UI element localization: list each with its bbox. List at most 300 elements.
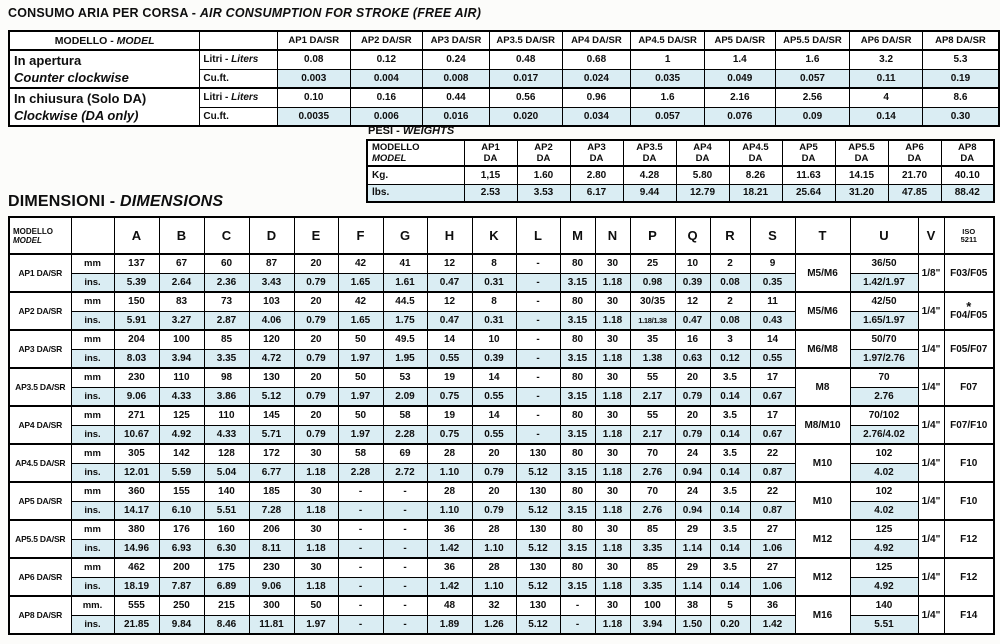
model-column-header: AP5.5 DA/SR	[775, 31, 850, 50]
u-value-ins: 4.02	[850, 463, 918, 482]
dimension-value-ins: 0.67	[750, 387, 795, 406]
unit-label: ins.	[71, 577, 114, 596]
dimension-value-mm: 10	[472, 330, 516, 349]
dimension-value-mm: -	[516, 254, 560, 273]
dimension-value-ins: 0.79	[472, 463, 516, 482]
dimension-value-mm: 142	[159, 444, 204, 463]
value-cell: 14.15	[835, 166, 888, 184]
dimension-value-mm: -	[383, 520, 427, 539]
dimension-value-mm: 200	[159, 558, 204, 577]
model-column-header: AP5 DA/SR	[704, 31, 775, 50]
dimension-value-ins: 3.27	[159, 311, 204, 330]
value-cell: 1.60	[517, 166, 570, 184]
dimension-value-ins: 0.63	[675, 349, 710, 368]
dimension-value-mm: 44.5	[383, 292, 427, 311]
dimension-value-ins: 2.28	[338, 463, 383, 482]
iso-flange-cell: F05/F07	[944, 330, 994, 368]
dimension-value-mm: -	[383, 596, 427, 615]
value-cell: 1.6	[775, 50, 850, 69]
u-value-mm: 42/50	[850, 292, 918, 311]
dimension-value-ins: 1.18	[595, 539, 630, 558]
dimension-value-ins: -	[516, 425, 560, 444]
iso-header-line2: 5211	[960, 234, 977, 244]
dimension-value-ins: 3.15	[560, 539, 595, 558]
weights-title-en: WEIGHTS	[402, 125, 455, 137]
u-value-mm: 140	[850, 596, 918, 615]
dimension-value-ins: 1.42	[750, 615, 795, 634]
model-type: DA	[907, 153, 922, 164]
model-type: DA	[483, 153, 498, 164]
dimension-value-ins: -	[338, 615, 383, 634]
unit-label: ins.	[71, 463, 114, 482]
model-row-mm	[9, 292, 994, 311]
dimension-value-mm: 103	[249, 292, 294, 311]
dimension-value-ins: 0.47	[427, 311, 472, 330]
dimension-value-ins: 9.84	[159, 615, 204, 634]
dimension-value-mm: 145	[249, 406, 294, 425]
dimension-value-ins: 1.26	[472, 615, 516, 634]
dimension-value-ins: 1.10	[427, 501, 472, 520]
dimension-value-ins: 8.11	[249, 539, 294, 558]
model-column-header	[941, 140, 994, 166]
dimension-value-ins: 3.15	[560, 349, 595, 368]
dimension-value-ins: 5.71	[249, 425, 294, 444]
dimension-value-mm: 20	[472, 482, 516, 501]
dimension-value-mm: 140	[204, 482, 249, 501]
air-connection-cell: 1/4"	[918, 558, 944, 596]
corner-header	[367, 140, 464, 166]
u-value-mm: 102	[850, 482, 918, 501]
model-label: AP3.5 DA/SR	[9, 368, 71, 406]
dimension-value-ins: 6.30	[204, 539, 249, 558]
unit-label	[200, 50, 278, 69]
dimension-value-mm: 5	[710, 596, 750, 615]
dimension-value-ins: 1.42	[427, 539, 472, 558]
dimension-value-ins: 0.87	[750, 501, 795, 520]
dimension-value-mm: 230	[249, 558, 294, 577]
unit-label: mm	[71, 520, 114, 539]
unit-label: ins.	[71, 425, 114, 444]
iso-flange-cell: F03/F05	[944, 254, 994, 292]
air-connection-cell: 1/4"	[918, 444, 944, 482]
dimension-value-mm: -	[516, 368, 560, 387]
value-cell: 4	[850, 88, 923, 107]
thread-size-cell: M5/M6	[795, 292, 850, 330]
dimension-value-mm: 28	[472, 520, 516, 539]
value-cell: 0.020	[489, 107, 562, 126]
dimension-value-ins: 1.14	[675, 539, 710, 558]
dimension-value-mm: 67	[159, 254, 204, 273]
dimension-value-ins: 2.28	[383, 425, 427, 444]
dimension-value-ins: 0.55	[427, 349, 472, 368]
dimension-value-mm: 206	[249, 520, 294, 539]
dimension-value-ins: 3.35	[630, 577, 675, 596]
dimension-value-ins: 5.12	[516, 539, 560, 558]
dimension-value-ins: 2.87	[204, 311, 249, 330]
dimension-value-ins: 0.47	[675, 311, 710, 330]
dimension-value-ins: 5.91	[114, 311, 159, 330]
value-cell: 40.10	[941, 166, 994, 184]
dimension-value-mm: 58	[383, 406, 427, 425]
dimension-value-mm: 8	[472, 254, 516, 273]
model-column-header: AP1 DA/SR	[277, 31, 350, 50]
u-value-ins: 1.97/2.76	[850, 349, 918, 368]
u-value-ins: 2.76	[850, 387, 918, 406]
dimension-value-ins: -	[516, 387, 560, 406]
dimension-value-mm: 73	[204, 292, 249, 311]
dimension-value-mm: 22	[750, 444, 795, 463]
iso-flange-cell: F12	[944, 520, 994, 558]
dimension-value-ins: 5.51	[204, 501, 249, 520]
dimension-value-ins: 5.12	[516, 501, 560, 520]
dimension-value-mm: 2	[710, 254, 750, 273]
dimension-value-ins: 1.18/1.38	[630, 311, 675, 330]
value-cell: 0.11	[850, 69, 923, 88]
dimension-value-mm: 24	[675, 444, 710, 463]
dimension-value-mm: 80	[560, 254, 595, 273]
dimension-letter-header: L	[516, 217, 560, 254]
thread-size-cell: M6/M8	[795, 330, 850, 368]
air-connection-cell: 1/4"	[918, 330, 944, 368]
dimension-value-ins: 4.33	[159, 387, 204, 406]
dimension-value-mm: 20	[294, 406, 338, 425]
air-connection-cell: 1/8"	[918, 254, 944, 292]
u-value-mm: 125	[850, 520, 918, 539]
dimension-value-ins: 0.79	[294, 349, 338, 368]
dimension-value-ins: 0.14	[710, 463, 750, 482]
dimension-value-ins: 3.15	[560, 463, 595, 482]
u-value-mm: 36/50	[850, 254, 918, 273]
dimension-value-mm: 20	[472, 444, 516, 463]
u-value-ins: 1.65/1.97	[850, 311, 918, 330]
dimension-value-mm: 110	[204, 406, 249, 425]
dimension-value-mm: 20	[294, 330, 338, 349]
unit-label: mm.	[71, 596, 114, 615]
model-column-header	[623, 140, 676, 166]
model-column-header	[676, 140, 729, 166]
dimension-value-mm: 20	[294, 292, 338, 311]
dimension-value-ins: 6.10	[159, 501, 204, 520]
dimension-value-ins: 0.14	[710, 425, 750, 444]
dimension-value-mm: 3.5	[710, 406, 750, 425]
u-value-mm: 125	[850, 558, 918, 577]
tbody	[367, 140, 994, 202]
iso-5211-header	[944, 217, 994, 254]
dimension-value-ins: -	[383, 539, 427, 558]
air-connection-cell: 1/4"	[918, 482, 944, 520]
dimension-value-ins: 1.42	[427, 577, 472, 596]
u-value-mm: 102	[850, 444, 918, 463]
dimension-value-mm: 50	[338, 368, 383, 387]
thread-size-cell: M12	[795, 520, 850, 558]
dimension-value-mm: 80	[560, 368, 595, 387]
dimension-value-mm: 55	[630, 406, 675, 425]
dimension-value-mm: 300	[249, 596, 294, 615]
dimension-value-ins: 6.93	[159, 539, 204, 558]
dimension-value-ins: 0.39	[472, 349, 516, 368]
dimension-value-ins: 1.95	[383, 349, 427, 368]
model-label: AP5 DA/SR	[9, 482, 71, 520]
dimension-letter-header: M	[560, 217, 595, 254]
tbody	[9, 217, 994, 634]
dimension-value-mm: 28	[472, 558, 516, 577]
value-cell: 25.64	[782, 184, 835, 202]
dimension-value-ins: 3.35	[630, 539, 675, 558]
value-cell: 0.96	[562, 88, 631, 107]
row-label: lbs.	[367, 184, 464, 202]
row-group-label	[9, 88, 200, 126]
dimension-value-mm: 176	[159, 520, 204, 539]
value-cell: 0.16	[350, 88, 423, 107]
dimension-value-ins: 1.18	[595, 425, 630, 444]
dimension-value-mm: 14	[472, 368, 516, 387]
unit-label: ins.	[71, 501, 114, 520]
value-cell: 18.21	[729, 184, 782, 202]
dimension-value-mm: 30	[294, 444, 338, 463]
model-type: DA	[642, 153, 657, 164]
unit-label: ins.	[71, 615, 114, 634]
unit-label: mm	[71, 368, 114, 387]
dimension-value-ins: 1.65	[338, 273, 383, 292]
weights-section	[366, 125, 995, 203]
air-consumption-table	[8, 30, 1000, 127]
model-name: AP2	[534, 142, 553, 153]
dimension-value-ins: 1.18	[595, 577, 630, 596]
dimension-value-mm: 69	[383, 444, 427, 463]
dimension-value-mm: 80	[560, 406, 595, 425]
model-type: DA	[589, 153, 604, 164]
dimension-value-mm: 3.5	[710, 444, 750, 463]
dimension-value-ins: 1.18	[595, 273, 630, 292]
weights-title	[368, 125, 995, 137]
value-cell: 88.42	[941, 184, 994, 202]
dimension-value-mm: 29	[675, 520, 710, 539]
dimension-letter-header: Q	[675, 217, 710, 254]
dimension-value-mm: 172	[249, 444, 294, 463]
dimension-value-mm: 70	[630, 482, 675, 501]
dimension-value-ins: 1.10	[472, 539, 516, 558]
dimension-value-ins: 1.18	[294, 501, 338, 520]
dimension-value-mm: 80	[560, 520, 595, 539]
dimension-letter-header: G	[383, 217, 427, 254]
dimension-value-mm: 36	[427, 558, 472, 577]
dimension-value-ins: 3.15	[560, 501, 595, 520]
dimension-value-ins: 0.14	[710, 577, 750, 596]
dimension-value-ins: 0.47	[427, 273, 472, 292]
dimension-value-ins: 3.86	[204, 387, 249, 406]
value-cell: 0.057	[775, 69, 850, 88]
value-cell: 6.17	[570, 184, 623, 202]
dimension-value-ins: 0.79	[675, 425, 710, 444]
row-group-label-it: In chiusura (Solo DA)	[14, 91, 147, 106]
value-cell: 21.70	[888, 166, 941, 184]
dimension-value-ins: 1.50	[675, 615, 710, 634]
dimension-value-ins: 0.14	[710, 539, 750, 558]
dimension-value-mm: 30	[595, 254, 630, 273]
model-row-mm	[9, 482, 994, 501]
dimension-value-mm: -	[383, 558, 427, 577]
dimension-value-mm: 30	[595, 406, 630, 425]
corner-header-en: MODEL	[116, 34, 155, 47]
dimension-value-ins: 1.97	[294, 615, 338, 634]
air-connection-cell: 1/4"	[918, 406, 944, 444]
dimension-value-ins: -	[383, 501, 427, 520]
dimension-value-ins: 1.18	[595, 501, 630, 520]
dimension-letter-header: T	[795, 217, 850, 254]
value-cell: 0.12	[350, 50, 423, 69]
dimension-letter-header: K	[472, 217, 516, 254]
unit-label-it: Litri -	[203, 54, 232, 66]
dimension-value-ins: 0.98	[630, 273, 675, 292]
dimension-value-ins: 3.15	[560, 577, 595, 596]
dimension-value-ins: 1.89	[427, 615, 472, 634]
dimension-letter-header: D	[249, 217, 294, 254]
dimension-value-mm: -	[338, 596, 383, 615]
dimension-value-ins: 0.94	[675, 463, 710, 482]
value-cell: 0.057	[631, 107, 705, 126]
model-type: DA	[536, 153, 551, 164]
dimension-value-mm: 32	[472, 596, 516, 615]
row-label: Kg.	[367, 166, 464, 184]
model-row-mm	[9, 330, 994, 349]
unit-label: ins.	[71, 387, 114, 406]
dimension-value-mm: 22	[750, 482, 795, 501]
dimension-value-mm: 14	[472, 406, 516, 425]
thread-size-cell: M16	[795, 596, 850, 634]
dimension-value-ins: 5.12	[516, 463, 560, 482]
value-cell: 0.44	[423, 88, 490, 107]
value-cell: 0.30	[922, 107, 999, 126]
model-label: AP8 DA/SR	[9, 596, 71, 634]
model-label: AP4.5 DA/SR	[9, 444, 71, 482]
model-row-mm	[9, 520, 994, 539]
dimension-value-mm: -	[338, 558, 383, 577]
model-row-mm	[9, 596, 994, 615]
value-cell: 0.017	[489, 69, 562, 88]
dimension-value-ins: 3.15	[560, 311, 595, 330]
unit-label: mm	[71, 444, 114, 463]
model-name: AP3	[587, 142, 606, 153]
corner-header	[9, 31, 200, 50]
dimension-letter-header: H	[427, 217, 472, 254]
dimension-value-mm: 30	[595, 482, 630, 501]
dimension-value-mm: 271	[114, 406, 159, 425]
dimension-value-ins: 0.43	[750, 311, 795, 330]
dimension-value-mm: 41	[383, 254, 427, 273]
model-column-header	[782, 140, 835, 166]
dimension-value-ins: 2.72	[383, 463, 427, 482]
row-group-label-it: In apertura	[14, 53, 82, 68]
consumption-title-en: AIR CONSUMPTION FOR STROKE (FREE AIR)	[199, 6, 482, 20]
dimension-value-ins: 0.55	[472, 425, 516, 444]
dimension-value-ins: 4.92	[159, 425, 204, 444]
dimension-value-ins: 5.12	[516, 615, 560, 634]
model-type: DA	[748, 153, 763, 164]
dimension-value-ins: 0.79	[675, 387, 710, 406]
dimension-value-ins: 3.43	[249, 273, 294, 292]
dimension-value-ins: 6.89	[204, 577, 249, 596]
model-name: AP4	[693, 142, 712, 153]
value-cell: 0.68	[562, 50, 631, 69]
dimension-letter-header: B	[159, 217, 204, 254]
corner-header-it: MODELLO	[372, 142, 420, 153]
model-row-mm	[9, 558, 994, 577]
dimension-value-mm: 87	[249, 254, 294, 273]
dimension-value-ins: -	[516, 311, 560, 330]
data-row	[9, 88, 999, 107]
dimension-value-mm: 175	[204, 558, 249, 577]
model-name: AP5.5	[848, 142, 875, 153]
dimension-value-ins: 0.67	[750, 425, 795, 444]
dimension-value-ins: 10.67	[114, 425, 159, 444]
dimension-value-mm: 30	[294, 520, 338, 539]
dimension-value-ins: 3.15	[560, 425, 595, 444]
unit-label: mm	[71, 292, 114, 311]
dimension-value-ins: 1.61	[383, 273, 427, 292]
dimension-value-mm: 50	[338, 330, 383, 349]
dimension-value-ins: 3.94	[159, 349, 204, 368]
dimension-value-ins: 0.39	[675, 273, 710, 292]
unit-label-it: Cu.ft.	[203, 72, 229, 84]
dimension-value-mm: 16	[675, 330, 710, 349]
dimension-value-mm: -	[560, 596, 595, 615]
value-cell: 0.48	[489, 50, 562, 69]
dimension-value-ins: 0.55	[750, 349, 795, 368]
dimension-value-mm: 70	[630, 444, 675, 463]
model-column-header: AP4.5 DA/SR	[631, 31, 705, 50]
dimension-value-mm: 3.5	[710, 558, 750, 577]
dimension-value-ins: -	[338, 577, 383, 596]
dimension-letter-header: E	[294, 217, 338, 254]
model-row-mm	[9, 254, 994, 273]
dimension-letter-header: V	[918, 217, 944, 254]
dimension-value-mm: 125	[159, 406, 204, 425]
row-group-label	[9, 50, 200, 88]
model-name: AP4.5	[742, 142, 769, 153]
unit-label-it: Litri -	[203, 92, 232, 104]
dimension-value-mm: -	[516, 292, 560, 311]
dimension-value-ins: 21.85	[114, 615, 159, 634]
dimension-value-ins: 0.35	[750, 273, 795, 292]
iso-flange-cell: F07	[944, 368, 994, 406]
model-row-mm	[9, 444, 994, 463]
value-cell: 3.53	[517, 184, 570, 202]
value-cell: 0.003	[277, 69, 350, 88]
dimension-value-mm: 30	[595, 368, 630, 387]
dimension-value-mm: 19	[427, 368, 472, 387]
dimension-value-mm: 27	[750, 520, 795, 539]
model-type: DA	[695, 153, 710, 164]
value-cell: 0.076	[704, 107, 775, 126]
dimension-value-mm: 185	[249, 482, 294, 501]
value-cell: 11.63	[782, 166, 835, 184]
dimension-value-mm: 3.5	[710, 482, 750, 501]
dimension-value-mm: 380	[114, 520, 159, 539]
dimension-value-mm: 30	[595, 520, 630, 539]
value-cell: 0.016	[423, 107, 490, 126]
air-connection-cell: 1/4"	[918, 368, 944, 406]
dimension-value-mm: 2	[710, 292, 750, 311]
dimension-value-mm: 12	[675, 292, 710, 311]
dimension-value-mm: 360	[114, 482, 159, 501]
value-cell: 2.80	[570, 166, 623, 184]
dimension-value-mm: 12	[427, 292, 472, 311]
dimension-value-mm: 42	[338, 254, 383, 273]
model-label: AP4 DA/SR	[9, 406, 71, 444]
dimension-value-ins: 0.79	[294, 387, 338, 406]
unit-label-it: Cu.ft.	[203, 110, 229, 122]
corner-header	[9, 217, 71, 254]
